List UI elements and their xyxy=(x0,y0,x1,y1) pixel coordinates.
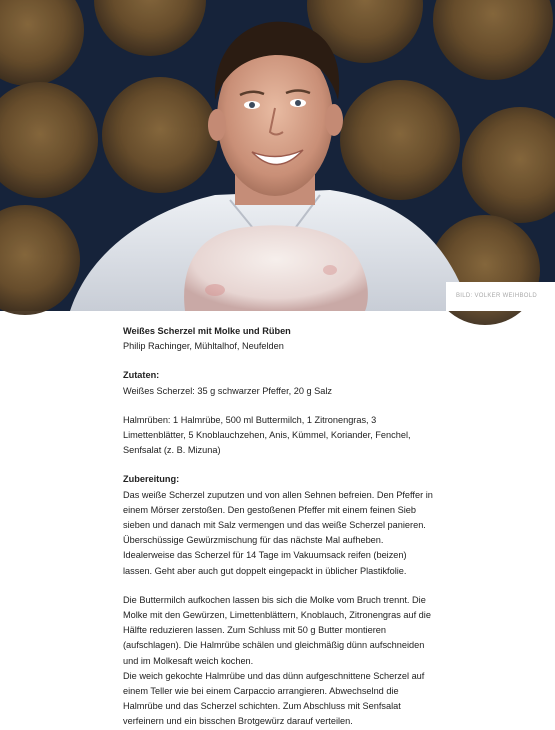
preparation-paragraph-3: Die weich gekochte Halmrübe und das dünn aufgeschnittene Scherzel auf einem Teller wie bei einem Carpaccio arrangieren. Abwechselnd die Halmrübe und das Scherzel schichten. Zum Abschluss mit Senfsalat verfeinern und ein bisschen Brotgewürz darauf verteilen. xyxy=(123,670,425,727)
ingredients-halmrueben: Halmrüben: 1 Halmrübe, 500 ml Buttermilch, 1 Zitronengras, 3 Limettenblätter, 5 Knoblauchzehen, Anis, Kümmel, Koriander, Fenchel, Senfsalat (z. B. Mizuna) xyxy=(123,414,411,456)
recipe-title: Weißes Scherzel mit Molke und Rüben xyxy=(123,326,291,336)
ingredients-scherzel: Weißes Scherzel: 35 g schwarzer Pfeffer, 20 g Salz xyxy=(123,385,333,396)
ingredients-heading: Zutaten: xyxy=(123,370,160,381)
recipe-content xyxy=(123,324,433,730)
chef-photo xyxy=(0,0,555,311)
photo-credit: BILD: VOLKER WEIHBOLD xyxy=(446,282,555,311)
chef-portrait-image xyxy=(0,0,555,311)
preparation-paragraph-2: Die Buttermilch aufkochen lassen bis sich die Molke vom Bruch trennt. Die Molke mit den Gewürzen, Limettenblättern, Knoblauch, Zitronengras auf die Hälfte reduzieren lassen. Zum Schluss mit 50 g Butter montieren (aufschlagen). Die Halmrübe schälen und gleichmäßig dünn aufschneiden und im Molkesaft weich kochen. xyxy=(123,594,431,666)
preparation-heading: Zubereitung: xyxy=(123,474,180,485)
preparation-paragraph-1: Das weiße Scherzel zuputzen und von allen Sehnen befreien. Den Pfeffer in einem Mörser zerstoßen. Den gestoßenen Pfeffer mit einem feinen Sieb sieben und danach mit Salz vermengen und das weiße Scherzel panieren. Überschüssige Gewürzmischung für das nächste Mal aufheben. Idealerweise das Scherzel für 14 Tage im Vakuumsack reifen (beizen) lassen. Geht aber auch gut doppelt eingepackt in üblicher Plastikfolie. xyxy=(123,489,433,576)
recipe-chef: Philip Rachinger, Mühltalhof, Neufelden xyxy=(123,341,284,352)
